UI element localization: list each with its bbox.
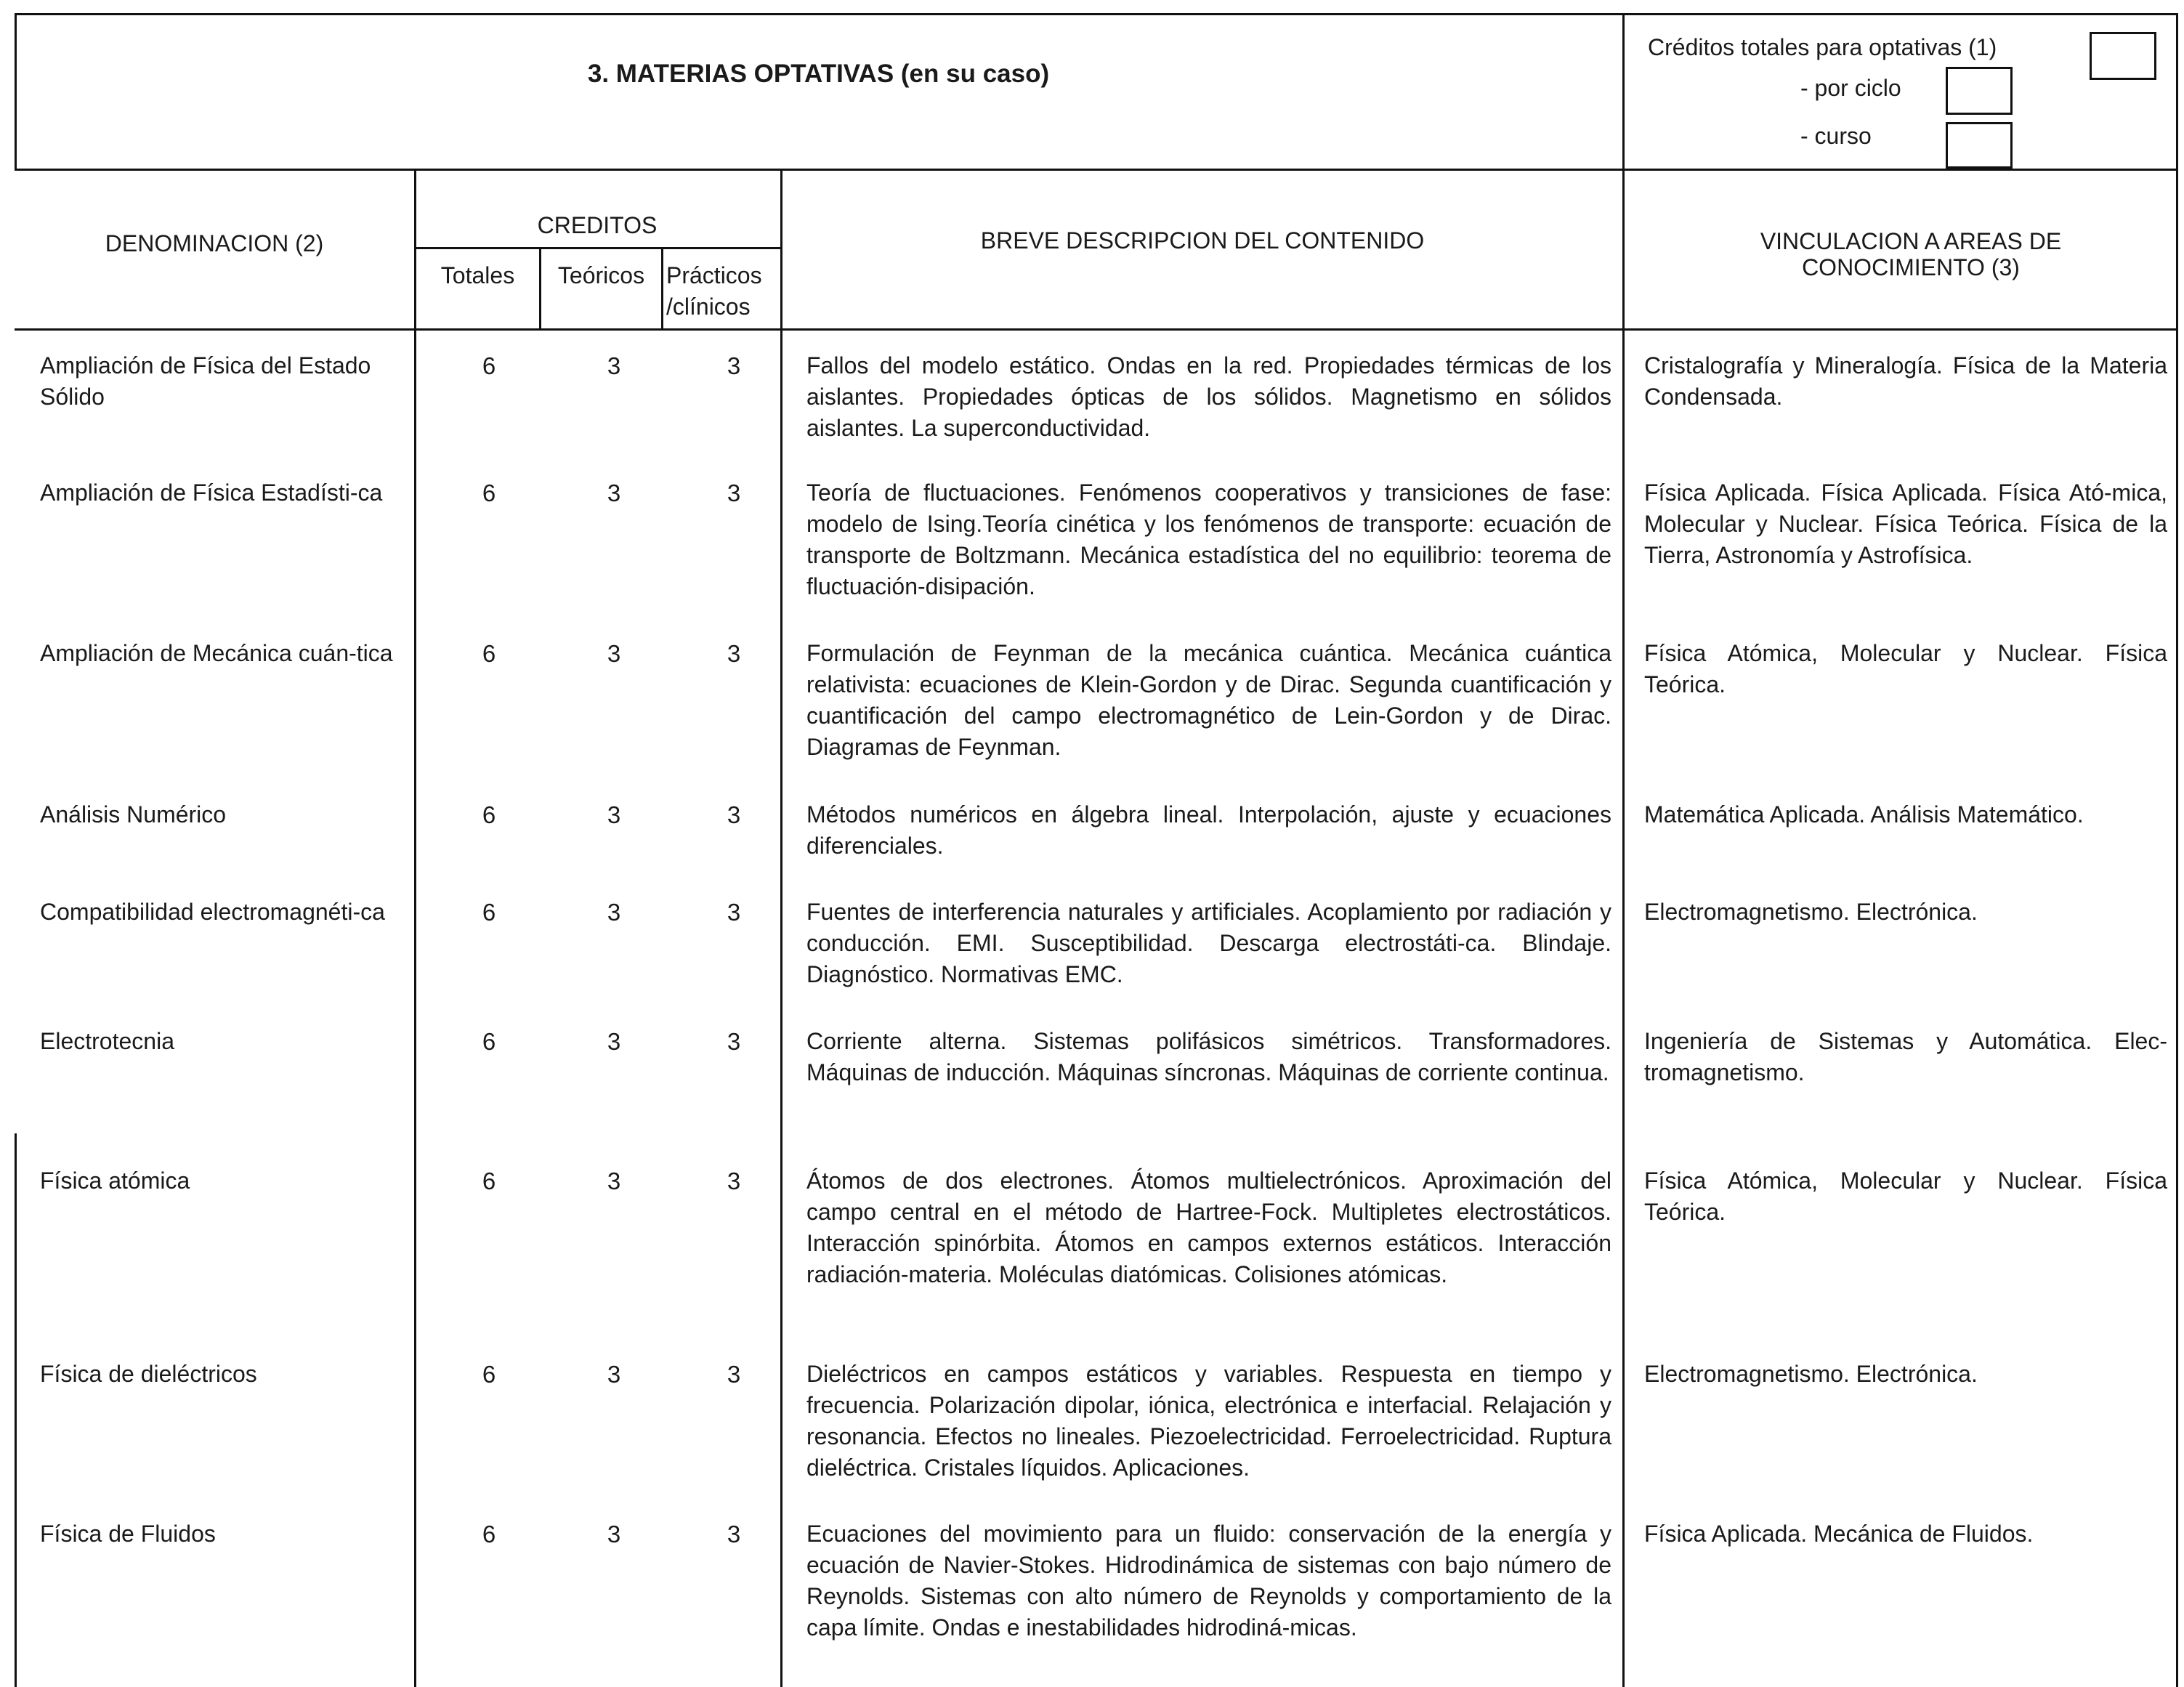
row-description-5: Corriente alterna. Sistemas polifásicos simétricos. Transformadores. Máquinas de inducción. Máquinas síncronas. Máquinas de corriente continua.	[806, 1028, 1611, 1085]
row-practicos-6: 3	[727, 1168, 741, 1194]
col-divider-descripcion	[1622, 13, 1625, 1687]
row-teoricos-4: 3	[607, 899, 621, 926]
row-name-1: Ampliación de Física Estadísti-ca	[40, 480, 383, 506]
row-description-7: Dieléctricos en campos estáticos y variables. Respuesta en tiempo y frecuencia. Polarización dipolar, iónica, electrónica e interfacial. Relajación y resonancia. Efectos no lineales. Piezoelectricidad. Ferroelectricidad. Ruptura dieléctrica. Cristales líquidos. Aplicaciones.	[806, 1361, 1611, 1481]
row-practicos-8: 3	[727, 1521, 741, 1548]
row-teoricos-2: 3	[607, 640, 621, 667]
row-name-4: Compatibilidad electromagnéti-ca	[40, 899, 385, 925]
row-practicos-3: 3	[727, 801, 741, 828]
row-practicos-5: 3	[727, 1028, 741, 1055]
row-totales-2: 6	[482, 640, 496, 667]
row-teoricos-8: 3	[607, 1521, 621, 1548]
row-practicos-1: 3	[727, 480, 741, 506]
col-header-teoricos: Teóricos	[557, 262, 645, 288]
row-teoricos-3: 3	[607, 801, 621, 828]
row-name-7: Física de dieléctricos	[40, 1361, 257, 1387]
row-practicos-2: 3	[727, 640, 741, 667]
col-header-vinculacion: VINCULACION A AREAS DE CONOCIMIENTO (3)	[1760, 228, 2062, 280]
left-border-top	[15, 13, 17, 171]
course-box[interactable]	[1946, 122, 2013, 169]
row-areas-7: Electromagnetismo. Electrónica.	[1644, 1361, 1978, 1387]
row-totales-4: 6	[482, 899, 496, 926]
row-description-0: Fallos del modelo estático. Ondas en la red. Propiedades térmicas de los aislantes. Propiedades ópticas de los sólidos. Magnetismo en sólidos aislantes. La superconductividad.	[806, 352, 1611, 441]
row-areas-5: Ingeniería de Sistemas y Automática. Elec-tromagnetismo.	[1644, 1028, 2167, 1085]
page-title: 3. MATERIAS OPTATIVAS (en su caso)	[587, 60, 1050, 88]
row-name-8: Física de Fluidos	[40, 1521, 216, 1547]
row-areas-3: Matemática Aplicada. Análisis Matemático.	[1644, 801, 2084, 828]
row-description-6: Átomos de dos electrones. Átomos multielectrónicos. Aproximación del campo central en el método de Hartree-Fock. Multipletes electrostáticos. Interacción spinórbita. Átomos en campos externos estáticos. Interacción radiación-materia. Moléculas diatómicas. Colisiones atómicas.	[806, 1168, 1611, 1287]
per-cycle-label: - por ciclo	[1800, 75, 1901, 101]
right-border	[2176, 13, 2178, 1687]
row-name-3: Análisis Numérico	[40, 801, 227, 828]
row-teoricos-1: 3	[607, 480, 621, 506]
row-practicos-0: 3	[727, 352, 741, 379]
col-divider-teoricos	[661, 247, 663, 331]
credits-total-box[interactable]	[2090, 32, 2156, 80]
credits-total-label: Créditos totales para optativas (1)	[1648, 34, 1997, 60]
row-description-2: Formulación de Feynman de la mecánica cuántica. Mecánica cuántica relativista: ecuaciones de Klein-Gordon y de Dirac. Segunda cuantificación y cuantificación del campo electromagnético de Lein-Gordon y de Dirac. Diagramas de Feynman.	[806, 640, 1611, 760]
column-header-separator	[15, 328, 2178, 331]
per-cycle-box[interactable]	[1946, 67, 2013, 115]
col-header-practicos: Prácticos /clínicos	[666, 262, 762, 320]
row-teoricos-7: 3	[607, 1361, 621, 1388]
row-description-8: Ecuaciones del movimiento para un fluido: conservación de la energía y ecuación de Navier-Stokes. Hidrodinámica de sistemas con bajo número de Reynolds. Sistemas con alto número de Reynolds y comportamiento de la capa límite. Ondas e inestabilidades hidrodiná-micas.	[806, 1521, 1611, 1641]
row-areas-4: Electromagnetismo. Electrónica.	[1644, 899, 1978, 925]
col-header-totales: Totales	[440, 262, 515, 288]
row-totales-7: 6	[482, 1361, 496, 1388]
left-border-bottom	[15, 1133, 17, 1687]
row-description-3: Métodos numéricos en álgebra lineal. Interpolación, ajuste y ecuaciones diferenciales.	[806, 801, 1611, 859]
row-areas-8: Física Aplicada. Mecánica de Fluidos.	[1644, 1521, 2034, 1547]
row-totales-1: 6	[482, 480, 496, 506]
row-description-4: Fuentes de interferencia naturales y artificiales. Acoplamiento por radiación y conducción. EMI. Susceptibilidad. Descarga electrostáti-ca. Blindaje. Diagnóstico. Normativas EMC.	[806, 899, 1611, 987]
row-teoricos-6: 3	[607, 1168, 621, 1194]
row-teoricos-5: 3	[607, 1028, 621, 1055]
row-totales-3: 6	[482, 801, 496, 828]
row-name-2: Ampliación de Mecánica cuán-tica	[40, 640, 393, 666]
row-areas-0: Cristalografía y Mineralogía. Física de la Materia Condensada.	[1644, 352, 2167, 410]
header-separator	[15, 169, 2178, 171]
row-name-5: Electrotecnia	[40, 1028, 174, 1054]
row-totales-5: 6	[482, 1028, 496, 1055]
row-areas-2: Física Atómica, Molecular y Nuclear. Física Teórica.	[1644, 640, 2167, 697]
row-teoricos-0: 3	[607, 352, 621, 379]
row-description-1: Teoría de fluctuaciones. Fenómenos cooperativos y transiciones de fase: modelo de Ising.Teoría cinética y los fenómenos de transporte: ecuación de transporte de Boltzmann. Mecánica estadística del no equilibrio: teorema de fluctuación-disipación.	[806, 480, 1611, 599]
col-header-denominacion: DENOMINACION (2)	[105, 230, 324, 256]
row-totales-8: 6	[482, 1521, 496, 1548]
col-header-descripcion: BREVE DESCRIPCION DEL CONTENIDO	[980, 227, 1425, 254]
course-label: - curso	[1800, 123, 1872, 149]
col-divider-creditos	[780, 169, 782, 1687]
row-name-0: Ampliación de Física del Estado Sólido	[40, 352, 371, 410]
row-practicos-7: 3	[727, 1361, 741, 1388]
row-totales-0: 6	[482, 352, 496, 379]
row-totales-6: 6	[482, 1168, 496, 1194]
table-top-border	[15, 13, 2178, 15]
row-areas-1: Física Aplicada. Física Aplicada. Física Ató-mica, Molecular y Nuclear. Física Teórica. Física de la Tierra, Astronomía y Astrofísica.	[1644, 480, 2167, 568]
col-header-creditos: CREDITOS	[537, 212, 658, 238]
col-divider-denominacion	[414, 169, 416, 1687]
creditos-subheader-line	[414, 247, 780, 249]
row-areas-6: Física Atómica, Molecular y Nuclear. Física Teórica.	[1644, 1168, 2167, 1225]
row-practicos-4: 3	[727, 899, 741, 926]
row-name-6: Física atómica	[40, 1168, 190, 1194]
